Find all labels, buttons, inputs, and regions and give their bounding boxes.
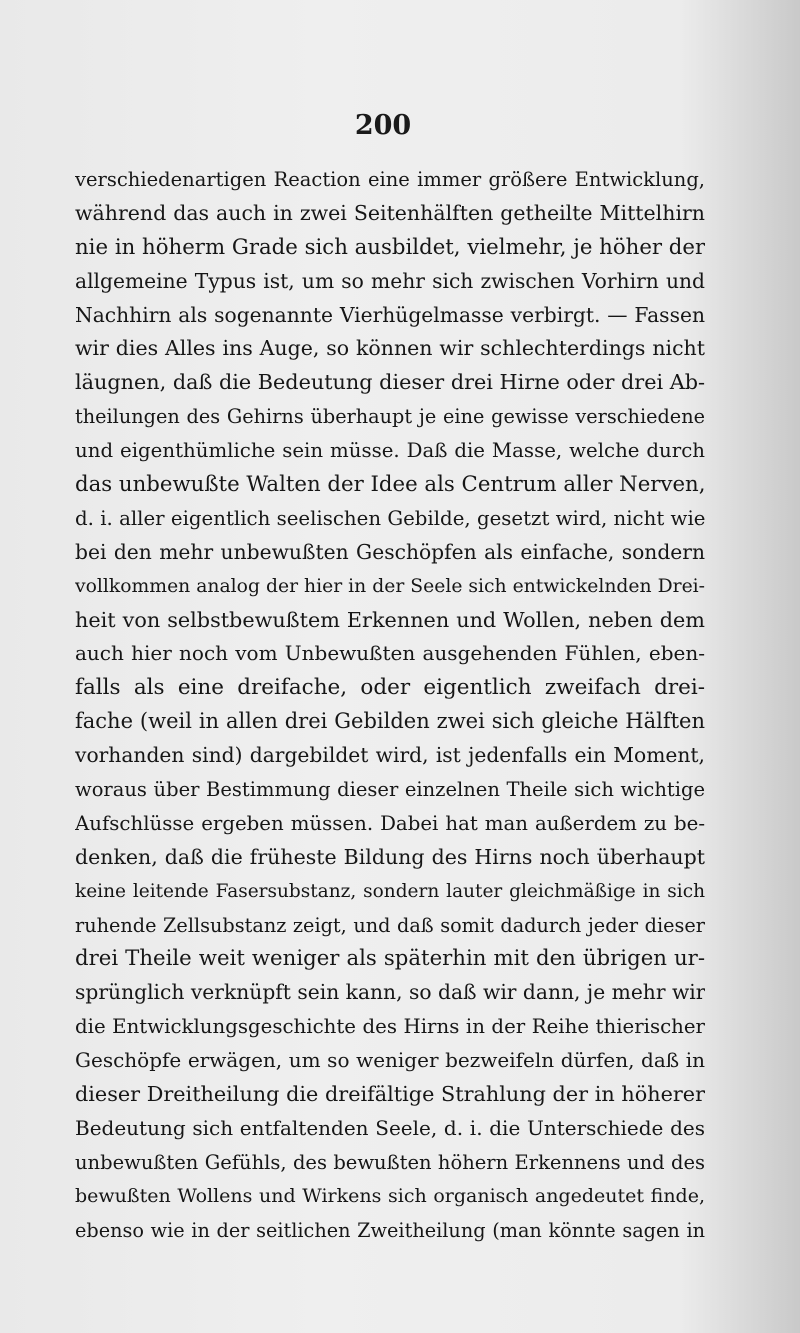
text-line: falls als eine dreifache, oder eigentlich zweifach drei- — [75, 675, 705, 701]
text-line: woraus über Bestimmung dieser einzelnen Theile sich wichtige — [75, 778, 705, 802]
text-line: dieser Dreitheilung die dreifältige Strahlung der in höherer — [75, 1082, 705, 1107]
text-line: ruhende Zellsubstanz zeigt, und daß somit dadurch jeder dieser — [75, 913, 705, 937]
body-text — [75, 163, 705, 1248]
text-line: Nachhirn als sogenannte Vierhügelmasse verbirgt. — Fassen — [75, 302, 705, 327]
text-line: läugnen, daß die Bedeutung dieser drei Hirne oder drei Ab- — [75, 370, 705, 395]
text-line: heit von selbstbewußtem Erkennen und Wollen, neben dem — [75, 607, 705, 632]
text-line: Bedeutung sich entfaltenden Seele, d. i. die Unterschiede des — [75, 1115, 705, 1140]
page-number: 200 — [354, 110, 412, 141]
text-line: nie in höherm Grade sich ausbildet, vielmehr, je höher der — [75, 234, 705, 260]
text-line: Geschöpfe erwägen, um so weniger bezweifeln dürfen, daß in — [75, 1048, 705, 1073]
text-line: bewußten Wollens und Wirkens sich organisch angedeutet finde, — [75, 1184, 705, 1207]
text-line: vorhanden sind) dargebildet wird, ist jedenfalls ein Moment, — [75, 743, 705, 768]
text-line: verschiedenartigen Reaction eine immer größere Entwicklung, — [75, 168, 705, 191]
text-line: drei Theile weit weniger als späterhin mit den übrigen ur- — [75, 946, 705, 972]
text-line: keine leitende Fasersubstanz, sondern lauter gleichmäßige in sich — [75, 880, 705, 902]
text-line: denken, daß die früheste Bildung des Hirns noch überhaupt — [75, 844, 705, 869]
text-line: Aufschlüsse ergeben müssen. Dabei hat man außerdem zu be- — [75, 811, 705, 835]
text-line: vollkommen analog der hier in der Seele sich entwickelnden Drei- — [75, 575, 705, 597]
text-line: theilungen des Gehirns überhaupt je eine gewisse verschiedene — [75, 405, 705, 429]
text-line: bei den mehr unbewußten Geschöpfen als einfache, sondern — [75, 539, 705, 564]
text-line: auch hier noch vom Unbewußten ausgehenden Fühlen, eben- — [75, 641, 705, 666]
text-line: unbewußten Gefühls, des bewußten höhern Erkennens und des — [75, 1150, 705, 1174]
text-line: und eigenthümliche sein müsse. Daß die Masse, welche durch — [75, 439, 705, 463]
text-line: das unbewußte Walten der Idee als Centrum aller Nerven, — [75, 472, 705, 498]
text-line: während das auch in zwei Seitenhälften getheilte Mittelhirn — [75, 200, 705, 225]
text-line: sprünglich verknüpft sein kann, so daß wir dann, je mehr wir — [75, 980, 705, 1005]
text-line: allgemeine Typus ist, um so mehr sich zwischen Vorhirn und — [75, 268, 705, 293]
text-line: ebenso wie in der seitlichen Zweitheilung (man könnte sagen in — [75, 1218, 705, 1242]
text-line: d. i. aller eigentlich seelischen Gebilde, gesetzt wird, nicht wie — [75, 506, 705, 530]
text-line: wir dies Alles ins Auge, so können wir schlechterdings nicht — [75, 336, 705, 361]
text-line: die Entwicklungsgeschichte des Hirns in der Reihe thierischer — [75, 1015, 705, 1039]
text-line: fache (weil in allen drei Gebilden zwei sich gleiche Hälften — [75, 709, 705, 734]
